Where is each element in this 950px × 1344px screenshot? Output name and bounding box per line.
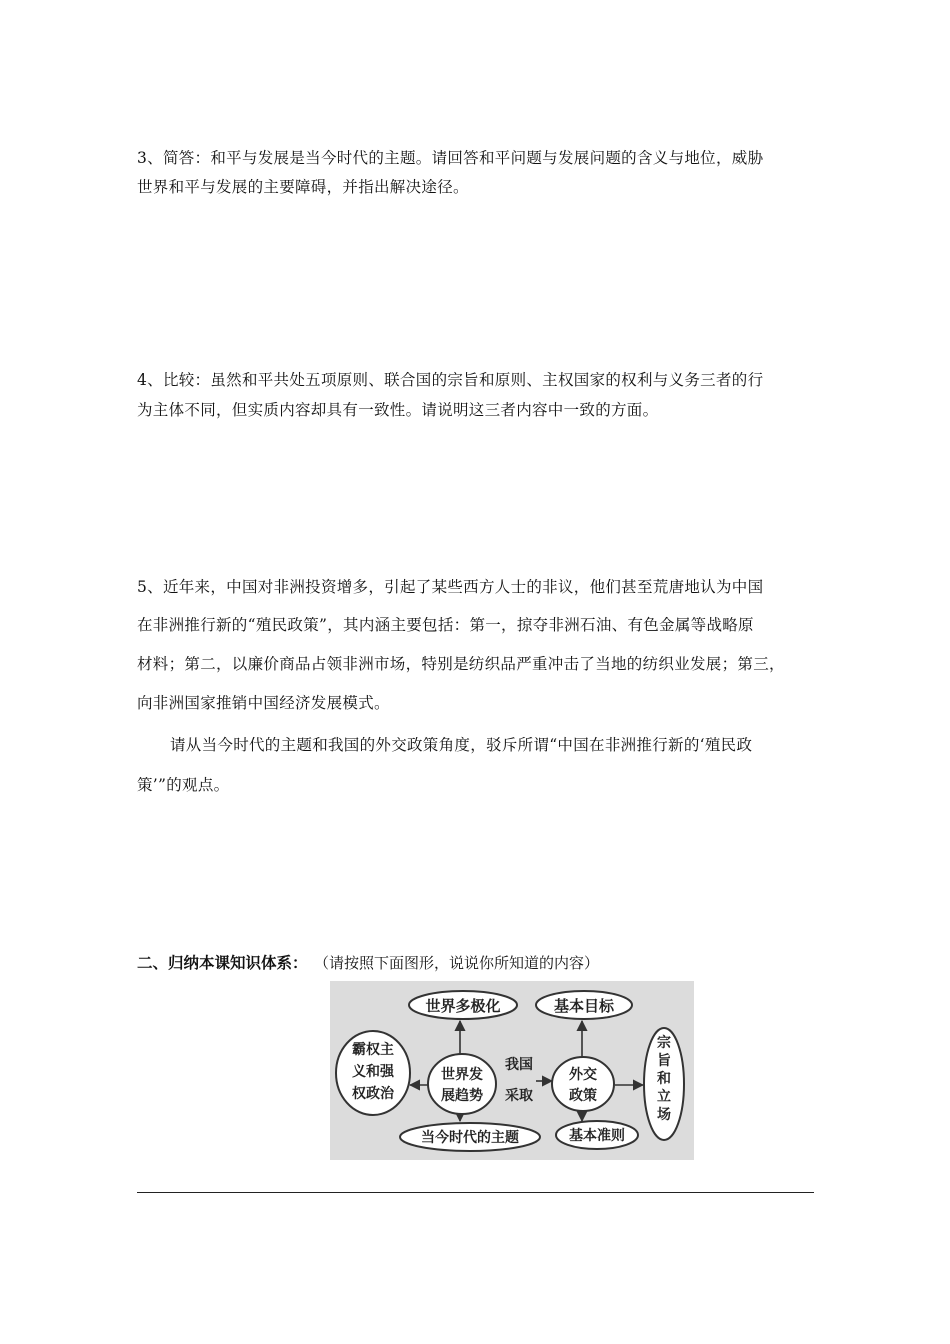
node-principle-label: 基本准则 xyxy=(569,1128,625,1144)
question-4-line-1: 4、比较：虽然和平共处五项原则、联合国的宗旨和原则、主权国家的权利与义务三者的行 xyxy=(137,371,764,389)
question-5-line-3: 材料；第二，以廉价商品占领非洲市场，特别是纺织品严重冲击了当地的纺织业发展；第三， xyxy=(137,655,785,673)
node-policy-line-1: 外交 xyxy=(569,1067,597,1083)
node-trend-line-1: 世界发 xyxy=(441,1067,483,1083)
question-3-line-2: 世界和平与发展的主要障碍，并指出解决途径。 xyxy=(137,178,469,196)
question-3-line-1: 3、简答：和平与发展是当今时代的主题。请回答和平问题与发展问题的含义与地位，威胁 xyxy=(137,149,764,167)
question-5-prompt-line-2: 策’”的观点。 xyxy=(137,776,230,794)
node-purpose-char-3: 和 xyxy=(657,1071,671,1087)
section-2-title: 二、归纳本课知识体系： xyxy=(137,954,308,972)
node-multipolar-label: 世界多极化 xyxy=(425,997,501,1015)
question-5-line-4: 向非洲国家推销中国经济发展模式。 xyxy=(137,694,390,712)
question-5-line-1: 5、近年来，中国对非洲投资增多，引起了某些西方人士的非议，他们甚至荒唐地认为中国 xyxy=(137,578,764,596)
node-purpose-char-4: 立 xyxy=(657,1089,671,1105)
node-purpose-char-2: 旨 xyxy=(657,1053,671,1069)
footer-divider xyxy=(137,1192,814,1193)
question-5-prompt-line-1: 请从当今时代的主题和我国的外交政策角度，驳斥所谓“中国在非洲推行新的‘殖民政 xyxy=(170,736,753,754)
label-adopt-line-1: 我国 xyxy=(505,1057,533,1073)
section-2-heading xyxy=(137,951,599,973)
node-hegemony-line-3: 权政治 xyxy=(352,1086,394,1102)
question-4-line-2: 为主体不同，但实质内容却具有一致性。请说明这三者内容中一致的方面。 xyxy=(137,401,659,419)
node-trend-line-2: 展趋势 xyxy=(441,1088,483,1104)
section-2-hint: （请按照下面图形，说说你所知道的内容） xyxy=(321,954,600,972)
question-5-line-2: 在非洲推行新的“殖民政策”，其内涵主要包括：第一，掠夺非洲石油、有色金属等战略原 xyxy=(137,616,754,634)
node-hegemony-line-1: 霸权主 xyxy=(352,1042,394,1058)
node-goal-label: 基本目标 xyxy=(553,997,615,1015)
node-theme-label: 当今时代的主题 xyxy=(421,1130,519,1146)
node-policy-line-2: 政策 xyxy=(569,1088,597,1104)
node-hegemony-line-2: 义和强 xyxy=(352,1064,394,1080)
node-purpose-char-5: 场 xyxy=(657,1107,671,1123)
node-purpose-char-1: 宗 xyxy=(657,1035,671,1051)
node-trend xyxy=(428,1054,496,1114)
knowledge-diagram-svg xyxy=(330,981,694,1160)
knowledge-diagram xyxy=(330,981,694,1160)
label-adopt-line-2: 采取 xyxy=(505,1088,533,1104)
